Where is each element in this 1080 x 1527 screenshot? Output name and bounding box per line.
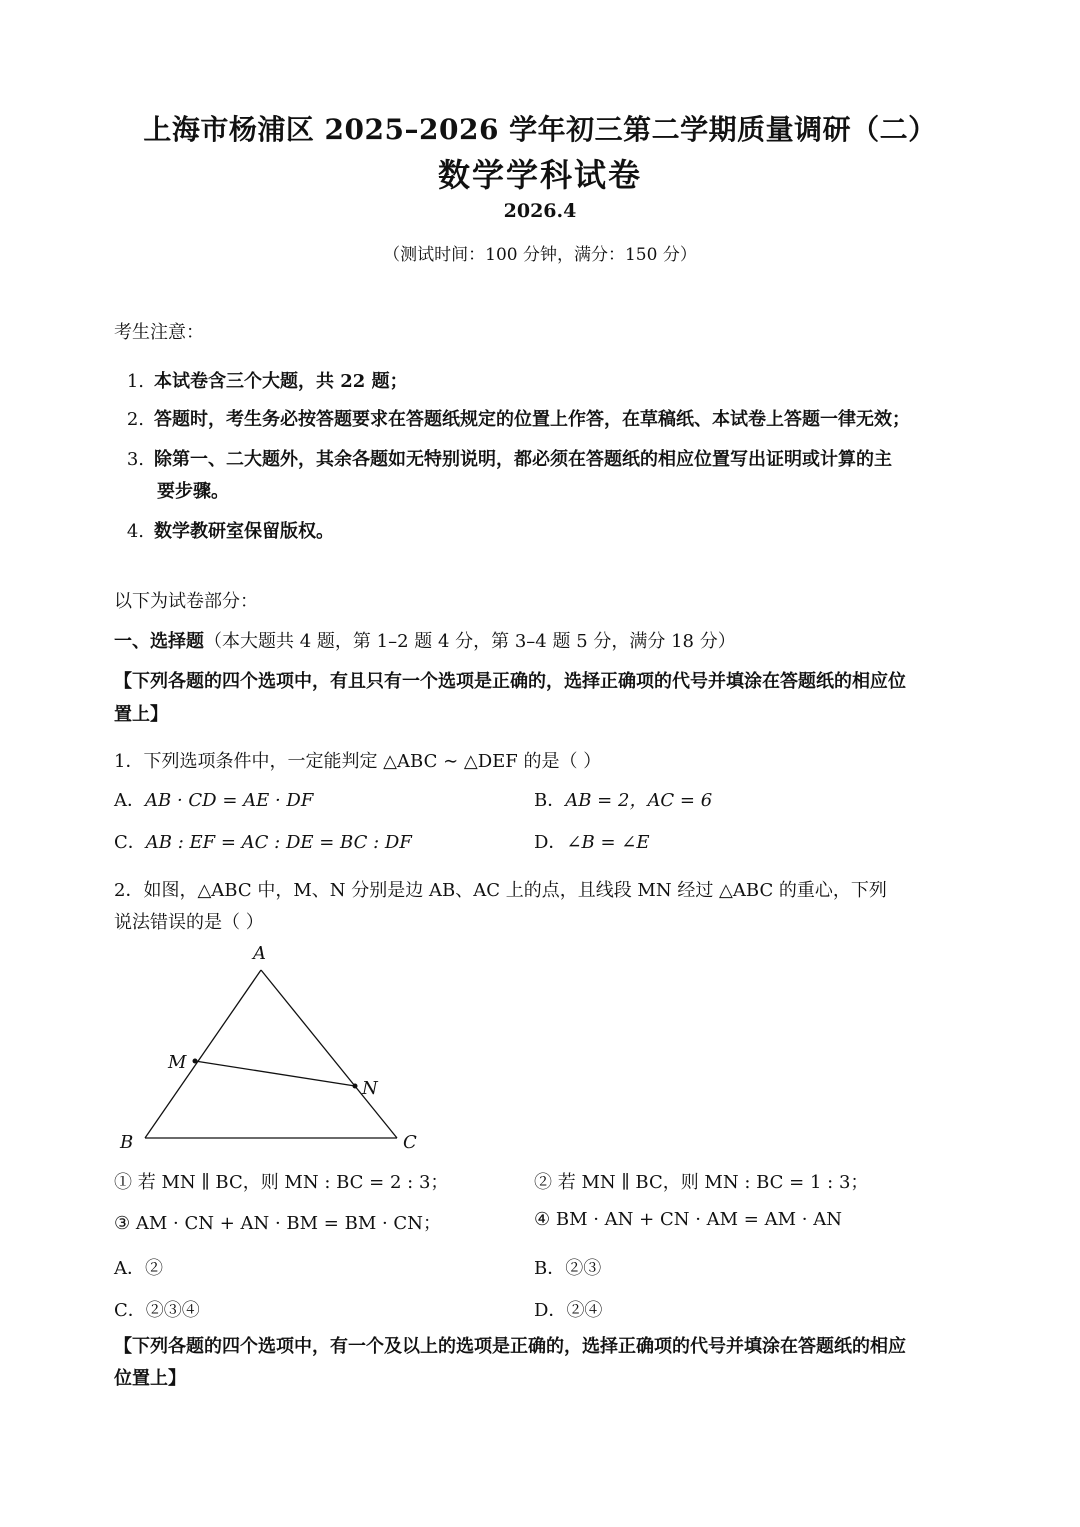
notice-item-continuation: 要步骤。 [157,481,229,502]
q2-statement-4: ④ BM · AN + CN · AM = AM · AN [534,1209,842,1230]
option-text: AB : EF = AC : DE = BC : DF [145,832,412,853]
notice-item-number: 2. [126,409,144,430]
q2-option-c [114,1296,200,1322]
option-label: A． [114,790,145,811]
option-label: C． [114,1300,146,1321]
exam-title: 上海市杨浦区 2025–2026 学年初三第二学期质量调研（二） [143,113,937,146]
notice-item-text: 除第一、二大题外，其余各题如无特别说明，都必须在答题纸的相应位置写出证明或计算的主 [154,449,892,470]
section2-instruction: 【下列各题的四个选项中，有一个及以上的选项是正确的，选择正确项的代号并填涂在答题纸的相应 [114,1336,906,1357]
notice-item-number: 4. [126,521,144,542]
section1-instruction-cont: 置上】 [114,704,168,725]
section1-desc: （本大题共 4 题，第 1–2 题 4 分，第 3–4 题 5 分，满分 18 分） [204,631,736,652]
option-label: B． [534,1258,566,1279]
q1-stem: 1．下列选项条件中，一定能判定 △ABC ∼ △DEF 的是（ ） [114,751,602,772]
q2-option-a [114,1254,163,1280]
q2-stem: 2．如图，△ABC 中，M、N 分别是边 AB、AC 上的点，且线段 MN 经过 △ABC 的重心，下列 [114,880,887,901]
option-text: AB · CD = AE · DF [145,790,314,811]
point-n [353,1084,358,1089]
section1-instruction: 【下列各题的四个选项中，有且只有一个选项是正确的，选择正确项的代号并填涂在答题纸的相应位 [114,671,906,692]
notice-item-number: 3. [126,449,144,470]
option-text: ② [145,1258,163,1279]
option-text: ②③ [565,1258,602,1279]
q2-option-b [534,1254,601,1280]
option-label: B． [534,790,566,811]
option-text: ②③④ [145,1300,200,1321]
option-label: D． [534,1300,567,1321]
label-n: N [362,1078,378,1099]
q2-stem-cont: 说法错误的是（ ） [114,912,264,933]
option-label: A． [114,1258,145,1279]
q2-statement-2: ② 若 MN ∥ BC，则 MN : BC = 1 : 3； [534,1172,869,1193]
side-ac [261,970,397,1138]
label-a: A [253,943,266,964]
exam-subject-title: 数学学科试卷 [437,156,642,194]
notice-item-text: 数学教研室保留版权。 [154,521,334,542]
option-text: ②④ [566,1300,603,1321]
side-ab [145,970,261,1138]
q2-statement-1: ① 若 MN ∥ BC，则 MN : BC = 2 : 3； [114,1172,449,1193]
q2-option-d [534,1296,602,1322]
q2-statement-3: ③ AM · CN + AN · BM = BM · CN； [114,1213,441,1234]
label-c: C [403,1132,417,1153]
option-text: AB = 2，AC = 6 [565,790,713,811]
section2-instruction-cont: 位置上】 [114,1368,186,1389]
label-b: B [120,1132,134,1153]
notice-item-text: 答题时，考生务必按答题要求在答题纸规定的位置上作答，在草稿纸、本试卷上答题一律无效； [154,409,910,430]
option-label: D． [534,832,567,853]
label-m: M [168,1052,187,1073]
notice-item-text: 本试卷含三个大题，共 22 题； [154,371,408,392]
section-intro: 以下为试卷部分： [114,591,258,612]
notice-item-number: 1. [126,371,144,392]
segment-mn [195,1061,355,1086]
exam-date: 2026.4 [503,200,577,222]
notice-heading: 考生注意： [114,322,204,343]
point-m [193,1059,198,1064]
option-text: ∠B = ∠E [566,832,650,853]
section1-heading: 一、选择题 [114,631,204,652]
exam-duration: （测试时间：100 分钟，满分：150 分） [383,245,697,265]
option-label: C． [114,832,146,853]
